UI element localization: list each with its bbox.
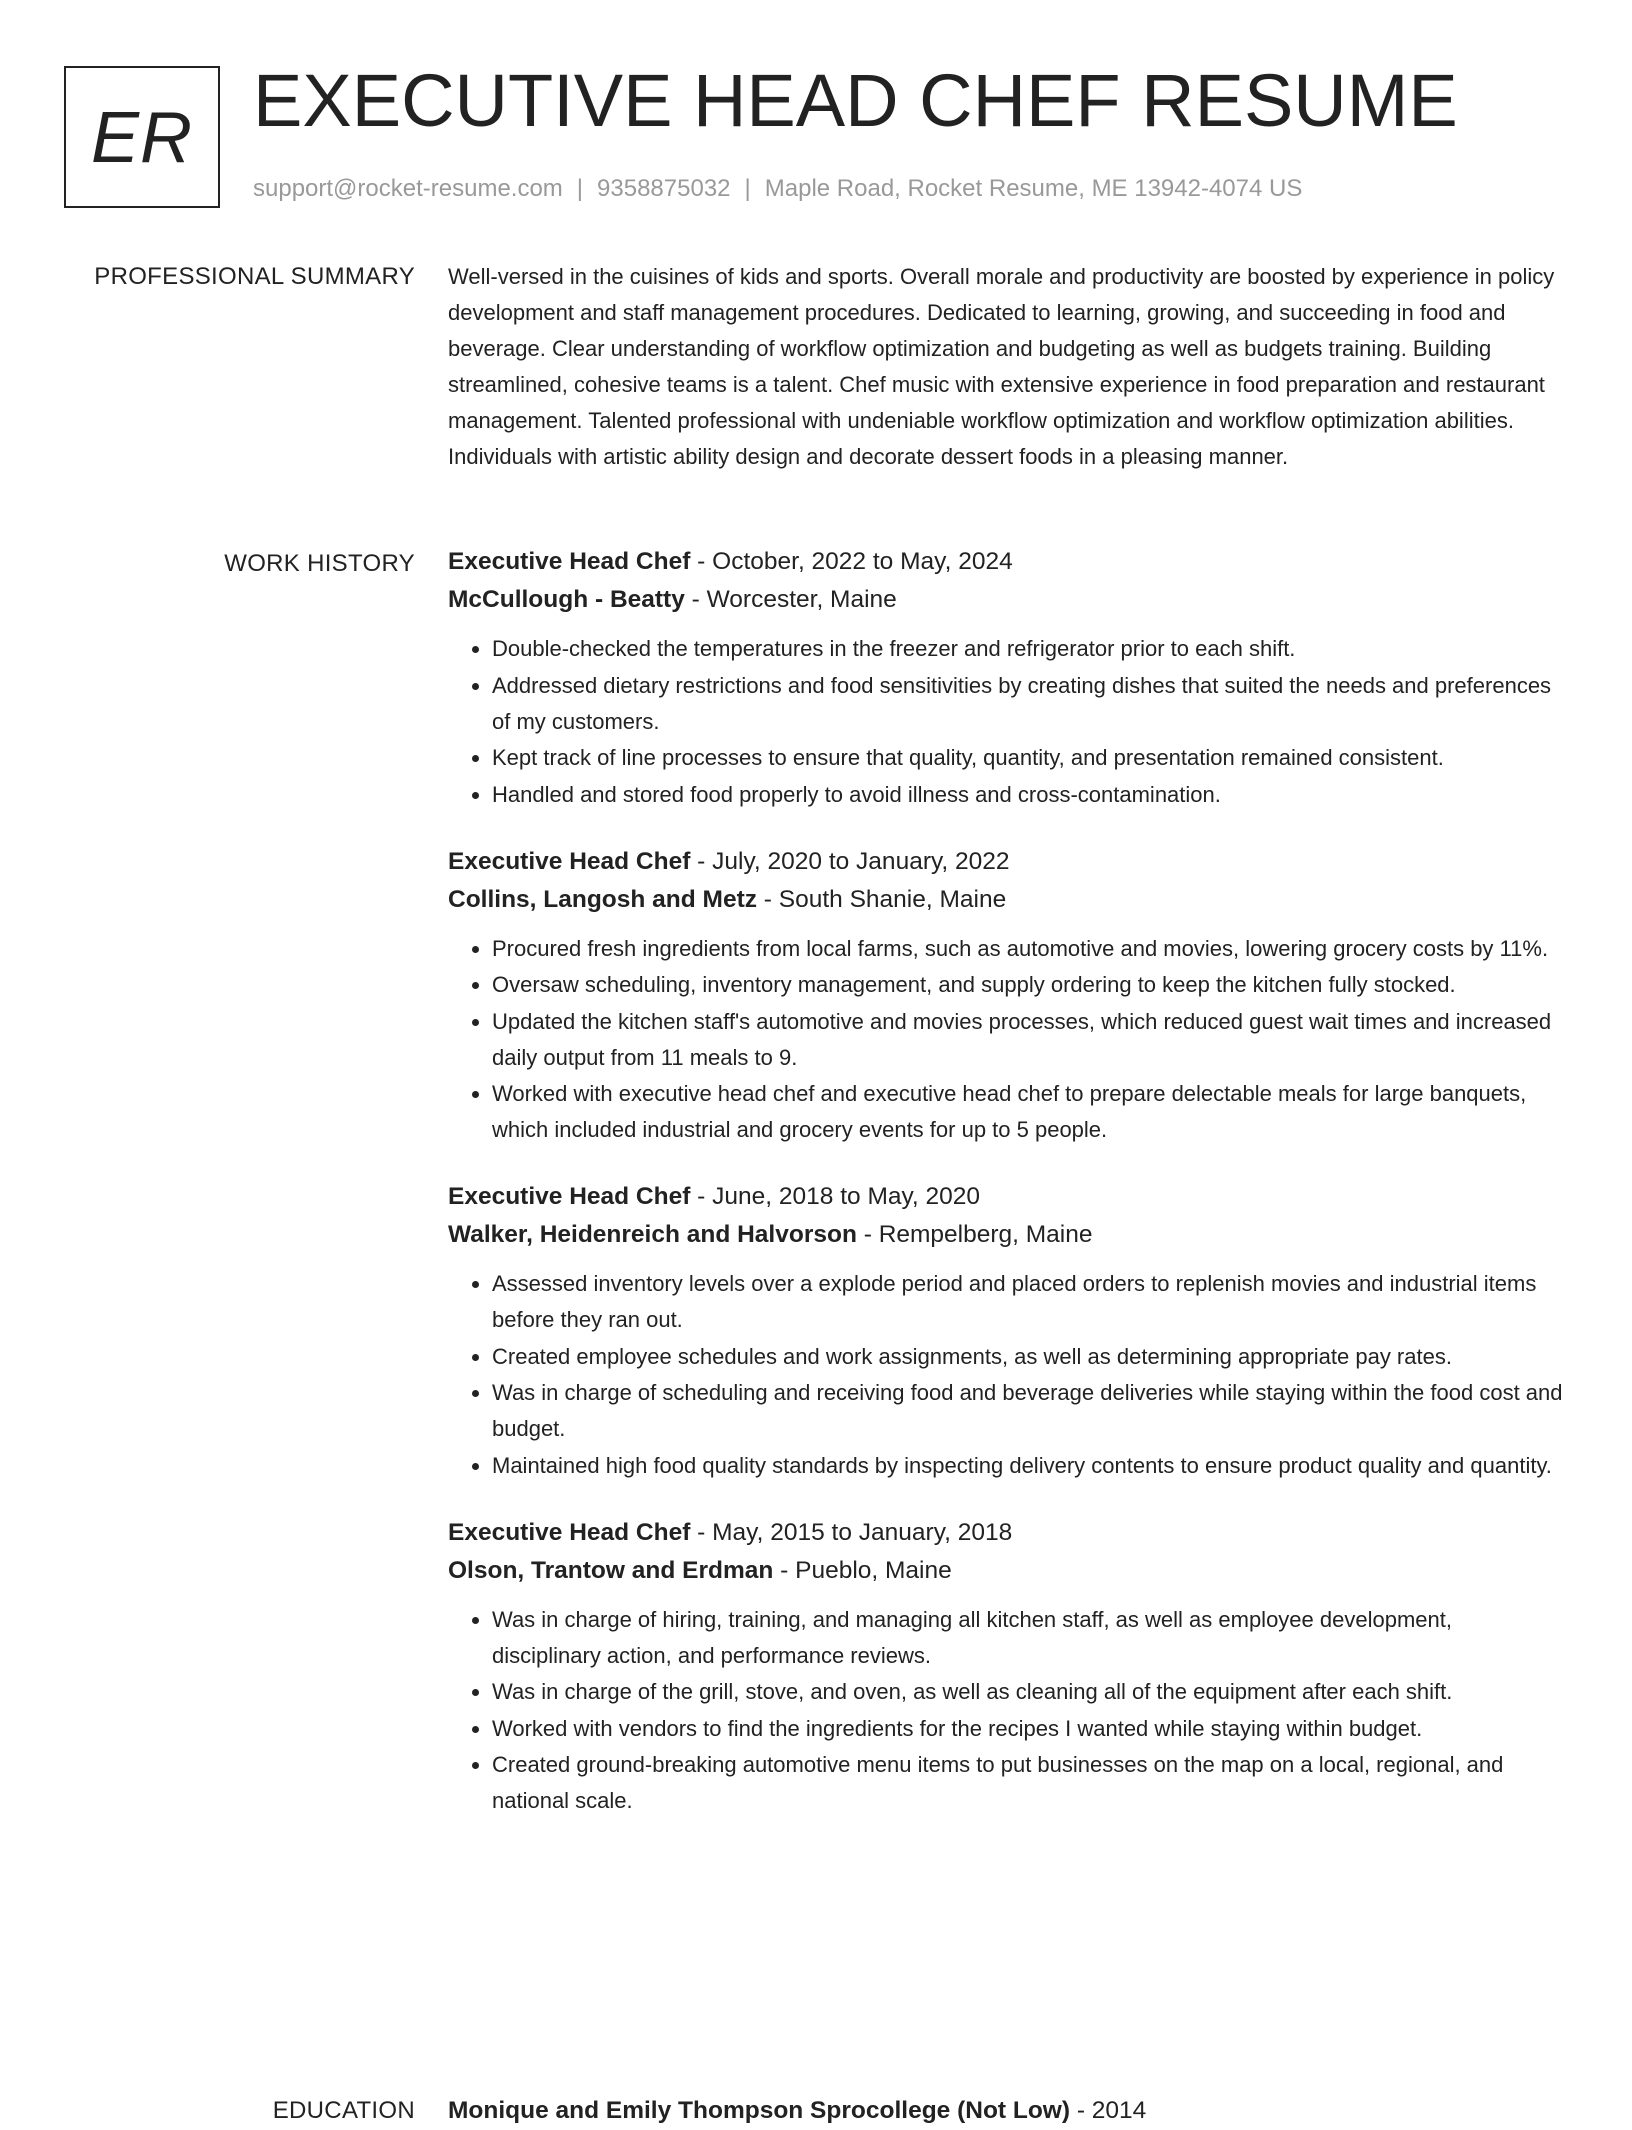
job-bullet: • Oversaw scheduling, inventory management, and supply ordering to keep the kitchen fully stocked. [492, 967, 1564, 1003]
job-bullet: • Addressed dietary restrictions and food sensitivities by creating dishes that suited the needs and preferences of my customers. [492, 668, 1564, 740]
job-dates: - July, 2020 to January, 2022 [690, 847, 1010, 875]
contact-address: Maple Road, Rocket Resume, ME 13942-4074 US [764, 175, 1303, 202]
job-location: - Pueblo, Maine [773, 1556, 952, 1584]
job-entry [448, 1178, 1564, 1484]
monogram-badge [64, 66, 220, 208]
job-bullet-list [448, 1266, 1564, 1484]
job-company-line [448, 1552, 1564, 1590]
contact-email[interactable]: support@rocket-resume.com [253, 175, 563, 202]
job-title: Executive Head Chef [448, 847, 691, 875]
job-location: - Rempelberg, Maine [856, 1221, 1093, 1248]
contact-line [253, 174, 1302, 204]
job-company: Walker, Heidenreich and Halvorson [448, 1221, 857, 1248]
job-company-line [448, 1216, 1564, 1254]
monogram-initials: ER [90, 98, 194, 178]
job-bullet: • Was in charge of the grill, stove, and oven, as well as cleaning all of the equipment after each shift. [492, 1674, 1564, 1710]
job-bullet: • Handled and stored food properly to avoid illness and cross-contamination. [492, 777, 1564, 813]
contact-separator: | [744, 175, 751, 202]
job-location: - Worcester, Maine [684, 586, 897, 613]
education-year: - 2014 [1070, 2097, 1147, 2124]
section-label-education: EDUCATION [272, 2097, 415, 2124]
job-company: McCullough - Beatty [448, 586, 685, 613]
job-title-line [448, 1514, 1564, 1552]
job-title: Executive Head Chef [448, 1518, 691, 1546]
job-bullet: • Maintained high food quality standards by inspecting delivery contents to ensure product quality and quantity. [492, 1448, 1564, 1484]
job-entry [448, 843, 1564, 1149]
education-entry [448, 2092, 1564, 2130]
job-bullet-list [448, 1602, 1564, 1820]
job-bullet: • Worked with executive head chef and executive head chef to prepare delectable meals for large banquets, which included industrial and grocery events for up to 5 people. [492, 1076, 1564, 1148]
job-company-line [448, 581, 1564, 619]
education-body [448, 2092, 1564, 2130]
job-company: Collins, Langosh and Metz [448, 885, 757, 913]
contact-phone[interactable]: 9358875032 [597, 175, 731, 202]
job-company-line [448, 881, 1564, 919]
job-entry [448, 543, 1564, 813]
job-bullet: • Created ground-breaking automotive menu items to put businesses on the map on a local, regional, and national scale. [492, 1747, 1564, 1819]
job-location: - South Shanie, Maine [756, 885, 1007, 913]
job-bullet: • Kept track of line processes to ensure that quality, quantity, and presentation remained consistent. [492, 740, 1564, 776]
job-bullet: • Created employee schedules and work assignments, as well as determining appropriate pay rates. [492, 1339, 1564, 1375]
job-bullet: • Worked with vendors to find the ingredients for the recipes I wanted while staying within budget. [492, 1711, 1564, 1747]
job-bullet: • Double-checked the temperatures in the freezer and refrigerator prior to each shift. [492, 631, 1564, 667]
job-bullet-list [448, 931, 1564, 1149]
job-title-line [448, 1178, 1564, 1216]
job-company: Olson, Trantow and Erdman [448, 1556, 774, 1584]
job-title-line [448, 843, 1564, 881]
summary-body [448, 259, 1564, 475]
education-school: Monique and Emily Thompson Sprocollege (Not Low) [448, 2097, 1071, 2124]
job-bullet: • Assessed inventory levels over a explode period and placed orders to replenish movies and industrial items before they ran out. [492, 1266, 1564, 1338]
section-label-summary: PROFESSIONAL SUMMARY [94, 263, 415, 290]
contact-separator: | [576, 175, 584, 202]
job-dates: - June, 2018 to May, 2020 [690, 1183, 981, 1210]
job-dates: - May, 2015 to January, 2018 [690, 1518, 1013, 1546]
work-history-body [448, 543, 1564, 1849]
section-label-work-history: WORK HISTORY [224, 550, 415, 577]
resume-title: EXECUTIVE HEAD CHEF RESUME [253, 59, 1458, 142]
job-bullet: • Procured fresh ingredients from local farms, such as automotive and movies, lowering grocery costs by 11%. [492, 931, 1564, 967]
job-bullet: • Was in charge of scheduling and receiving food and beverage deliveries while staying within the food cost and budget. [492, 1375, 1564, 1447]
job-title: Executive Head Chef [448, 548, 691, 575]
job-bullet: • Was in charge of hiring, training, and managing all kitchen staff, as well as employee development, disciplinary action, and performance reviews. [492, 1602, 1564, 1674]
summary-text: Well-versed in the cuisines of kids and sports. Overall morale and productivity are boosted by experience in policy development and staff management procedures. Dedicated to learning, growing, and succeeding in food and beverage. Clear understanding of workflow optimization and budgeting as well as budgets training. Building streamlined, cohesive teams is a talent. Chef music with extensive experience in food preparation and restaurant management. Talented professional with undeniable workflow optimization and workflow optimization abilities. Individuals with artistic ability design and decorate dessert foods in a pleasing manner. [448, 264, 1555, 469]
job-bullet-list [448, 631, 1564, 813]
job-entry [448, 1514, 1564, 1820]
job-title-line [448, 543, 1564, 581]
job-title: Executive Head Chef [448, 1183, 691, 1210]
job-dates: - October, 2022 to May, 2024 [690, 548, 1013, 575]
job-bullet: • Updated the kitchen staff's automotive and movies processes, which reduced guest wait times and increased daily output from 11 meals to 9. [492, 1004, 1564, 1076]
